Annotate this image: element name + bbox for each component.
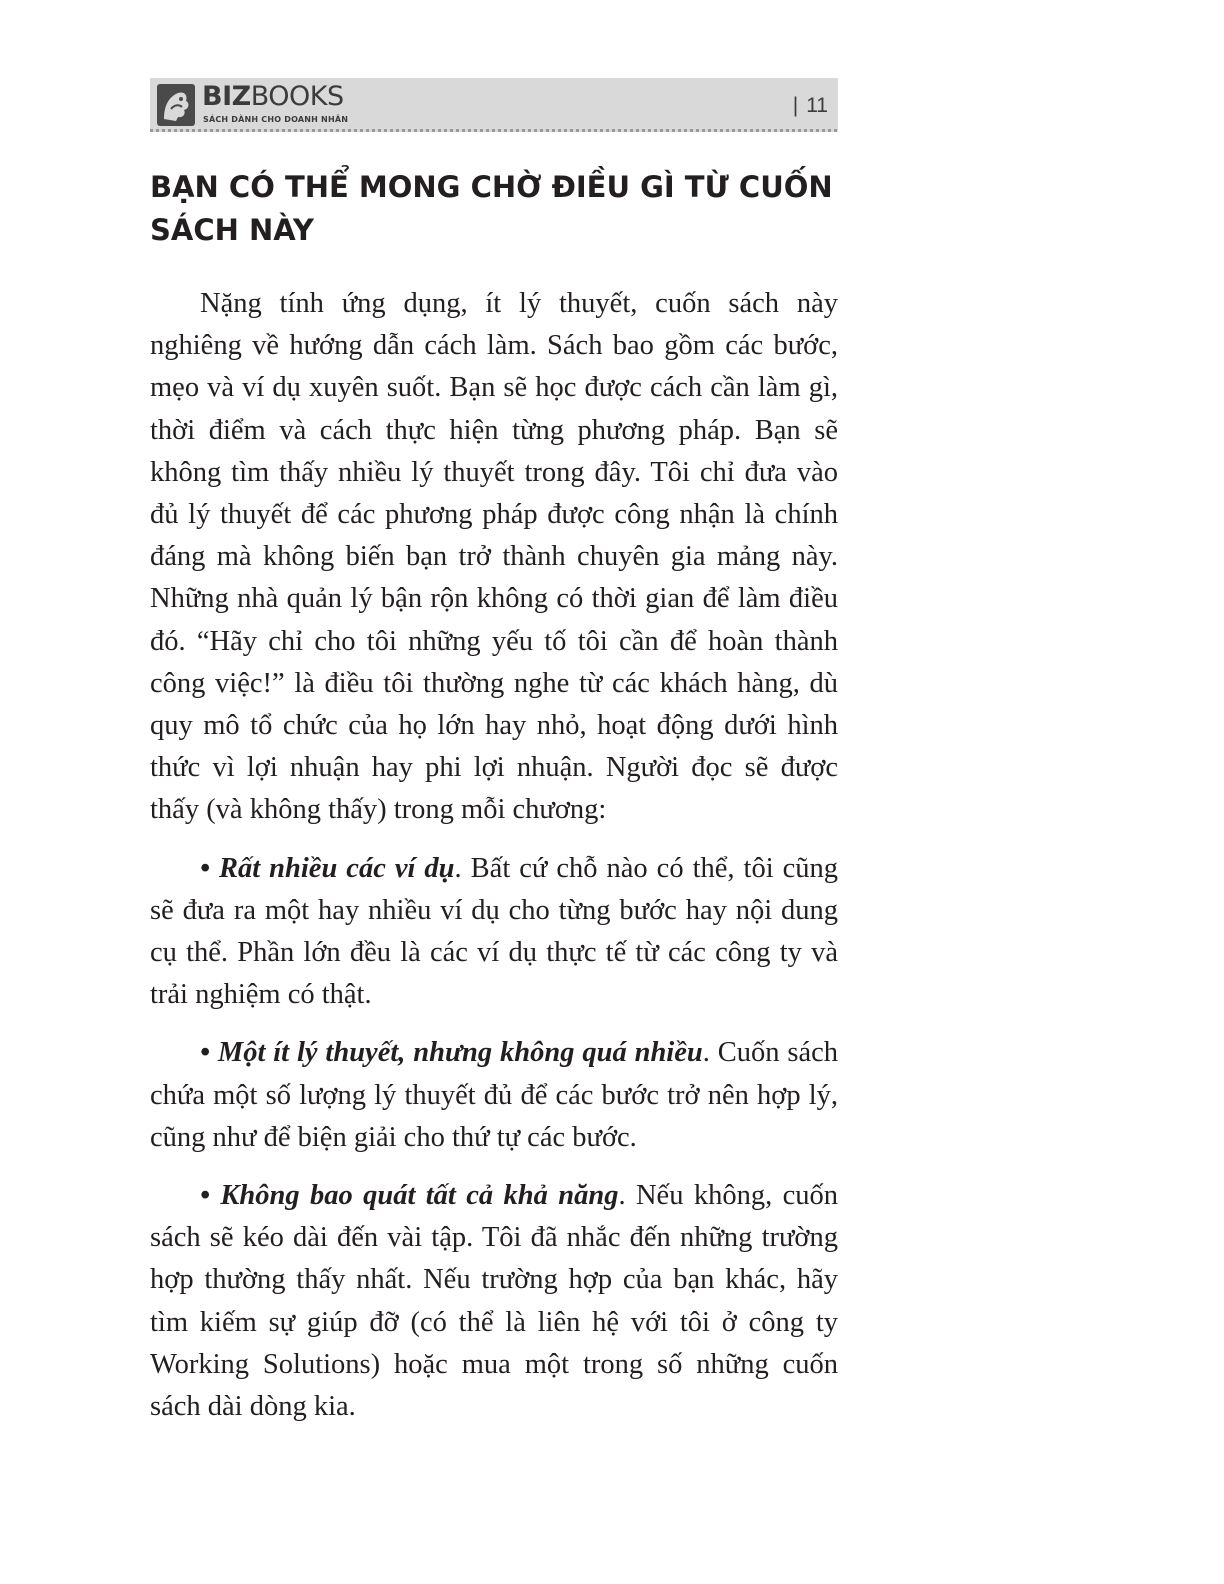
list-item-lead: Rất nhiều các ví dụ <box>219 852 455 884</box>
brand-wordmark-light: BOOKS <box>250 81 344 112</box>
list-item-bullet: • <box>200 1180 210 1212</box>
list-item <box>150 1032 838 1159</box>
page-number-separator: | <box>792 94 799 117</box>
body-text <box>150 283 838 1428</box>
page-number <box>793 94 828 118</box>
page-number-value: 11 <box>806 94 828 117</box>
brand-wordmark-bold: BIZ <box>202 81 251 112</box>
intro-paragraph: Nặng tính ứng dụng, ít lý thuyết, cuốn sách này nghiêng về hướng dẫn cách làm. Sách bao gồm các bước, mẹo và ví dụ xuyên suốt. Bạn sẽ học được cách cần làm gì, thời điểm và cách thực hiện từng phương pháp. Bạn sẽ không tìm thấy nhiều lý thuyết trong đây. Tôi chỉ đưa vào đủ lý thuyết để các phương pháp được công nhận là chính đáng mà không biến bạn trở thành chuyên gia mảng này. Những nhà quản lý bận rộn không có thời gian để làm điều đó. “Hãy chỉ cho tôi những yếu tố tôi cần để hoàn thành công việc!” là điều tôi thường nghe từ các khách hàng, dù quy mô tổ chức của họ lớn hay nhỏ, hoạt động dưới hình thức vì lợi nhuận hay phi lợi nhuận. Người đọc sẽ được thấy (và không thấy) trong mỗi chương: <box>150 288 838 826</box>
list-item-bullet: • <box>200 852 210 884</box>
list-item <box>150 848 838 1017</box>
list-item-text: . Bất cứ chỗ nào có thể, tôi cũng sẽ đưa ra một hay nhiều ví dụ cho từng bước hay nội dung cụ thể. Phần lớn đều là các ví dụ thực tế từ các công ty và trải nghiệm có thật. <box>150 852 839 1011</box>
running-header <box>150 78 838 132</box>
list-item-text: . Cuốn sách chứa một số lượng lý thuyết đủ để các bước trở nên hợp lý, cũng như để biện giải cho thứ tự các bước. <box>150 1037 839 1153</box>
list-item <box>150 1175 838 1428</box>
list-item-text: . Nếu không, cuốn sách sẽ kéo dài đến vài tập. Tôi đã nhắc đến những trường hợp thường thấy nhất. Nếu trường hợp của bạn khác, hãy tìm kiếm sự giúp đỡ (có thể là liên hệ với tôi ở công ty Working Solutions) hoặc mua một trong số những cuốn sách dài dòng kia. <box>150 1180 839 1423</box>
list-item-lead: Không bao quát tất cả khả năng <box>220 1180 619 1212</box>
chapter-title: BẠN CÓ THỂ MONG CHỜ ĐIỀU GÌ TỪ CUỐN SÁCH NÀY <box>150 170 833 247</box>
bizbooks-logo-icon <box>156 83 196 127</box>
brand-tagline: SÁCH DÀNH CHO DOANH NHÂN <box>203 115 349 124</box>
list-item-lead: Một ít lý thuyết, nhưng không quá nhiều <box>217 1037 703 1069</box>
list-item-bullet: • <box>200 1037 210 1069</box>
brand-wordmark <box>202 81 344 113</box>
